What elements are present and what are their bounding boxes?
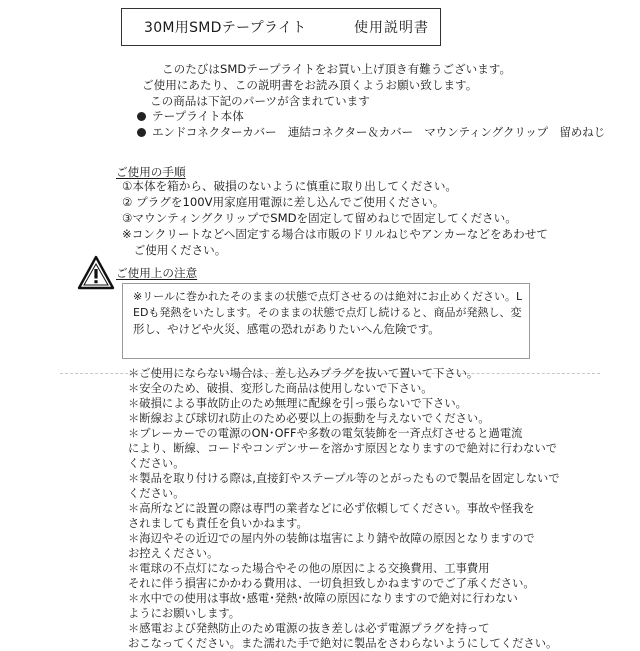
note-line: ＊海辺やその近辺での屋内外の装飾は塩害により錆や故障の原因となりますので: [128, 532, 535, 545]
note-line: お控えください。: [128, 547, 219, 560]
warning-icon: [78, 256, 114, 290]
note-line: ＊断線および球切れ防止のため必要以上の振動を与えないでください。: [128, 412, 490, 425]
procedure-step: ①本体を箱から、破損のないように慎重に取り出してください。: [122, 179, 458, 193]
product-title: 30M用SMDテープライト: [144, 20, 307, 36]
note-line: ＊ご使用にならない場合は、差し込みプラグを抜いて置いて下さい。: [128, 367, 479, 380]
title-box: [121, 8, 441, 46]
note-line: ください。: [128, 487, 185, 500]
intro-line: ご使用にあたり、この説明書をお読み頂くようお願い致します。: [142, 78, 478, 92]
procedure-step: ③マウンティングクリップでSMDを固定して留めねじで固定してください。: [122, 211, 517, 225]
note-line: おこなってください。また濡れた手で絶対に製品をさわらないようにしてください。: [128, 637, 558, 650]
caution-heading: ご使用上の注意: [116, 266, 198, 280]
note-line: ＊安全のため、破損、変形した商品は使用しないで下さい。: [128, 382, 433, 395]
procedure-step: ※コンクリートなどへ固定する場合は市販のドリルねじやアンカーなどをあわせて: [122, 227, 548, 241]
note-line: により、断線、コードやコンデンサーを溶かす原因となりますので絶対に行わないで: [128, 442, 558, 455]
note-line: ＊電球の不点灯になった場合やその他の原因による交換費用、工事費用: [128, 562, 490, 575]
note-line: それに伴う損害にかかわる費用は、一切負担致しかねますのでご了承ください。: [128, 577, 535, 590]
part-item: エンドコネクターカバー 連結コネクター＆カバー マウンティングクリップ 留めねじ: [152, 125, 605, 139]
note-line: ＊製品を取り付ける際は,直接釘やステープル等のとがったもので製品を固定しないで: [128, 472, 560, 485]
caution-line: EDも発熱をいたします。そのままの状態で点灯し続けると、商品が発熱し、変: [133, 306, 522, 319]
note-line: ＊感電および発熱防止のため電源の抜き差しは必ず電源プラグを持って: [128, 622, 490, 635]
caution-line: 形し、やけどや火災、感電の恐れがありたいへん危険です。: [133, 322, 440, 336]
procedure-step: ご使用ください。: [122, 243, 227, 257]
caution-line: ※リールに巻かれたそのままの状態で点灯させるのは絶対にお止めください。L: [133, 290, 523, 303]
note-line: ください。: [128, 457, 185, 470]
note-line: ＊高所などに設置の際は専門の業者などに必ず依頼してください。事故や怪我を: [128, 502, 535, 515]
manual-title: 使用説明書: [354, 20, 429, 36]
procedure-step: ② プラグを100V用家庭用電源に差し込んでご使用ください。: [122, 195, 445, 209]
note-line: ＊水中での使用は事故･感電･発熱･故障の原因になりますので絶対に行わない: [128, 592, 518, 605]
intro-line: このたびはSMDテープライトをお買い上げ頂き有難うございます。: [162, 62, 512, 76]
note-line: ＊破損による事故防止のため無理に配線を引っ張らないで下さい。: [128, 397, 467, 410]
note-line: されましても責任を負いかねます。: [128, 517, 308, 530]
intro-line: この商品は下記のパーツが含まれています: [150, 94, 370, 108]
part-item: テープライト本体: [152, 109, 244, 123]
bullet-icon: [137, 112, 146, 121]
caution-box: [122, 283, 530, 359]
bullet-icon: [137, 128, 146, 137]
procedure-heading: ご使用の手順: [116, 165, 186, 179]
note-line: ようにお願いします。: [128, 607, 241, 620]
note-line: ＊ブレーカーでの電源のON･OFFや多数の電気装飾を一斉点灯させると過電流: [128, 427, 523, 440]
